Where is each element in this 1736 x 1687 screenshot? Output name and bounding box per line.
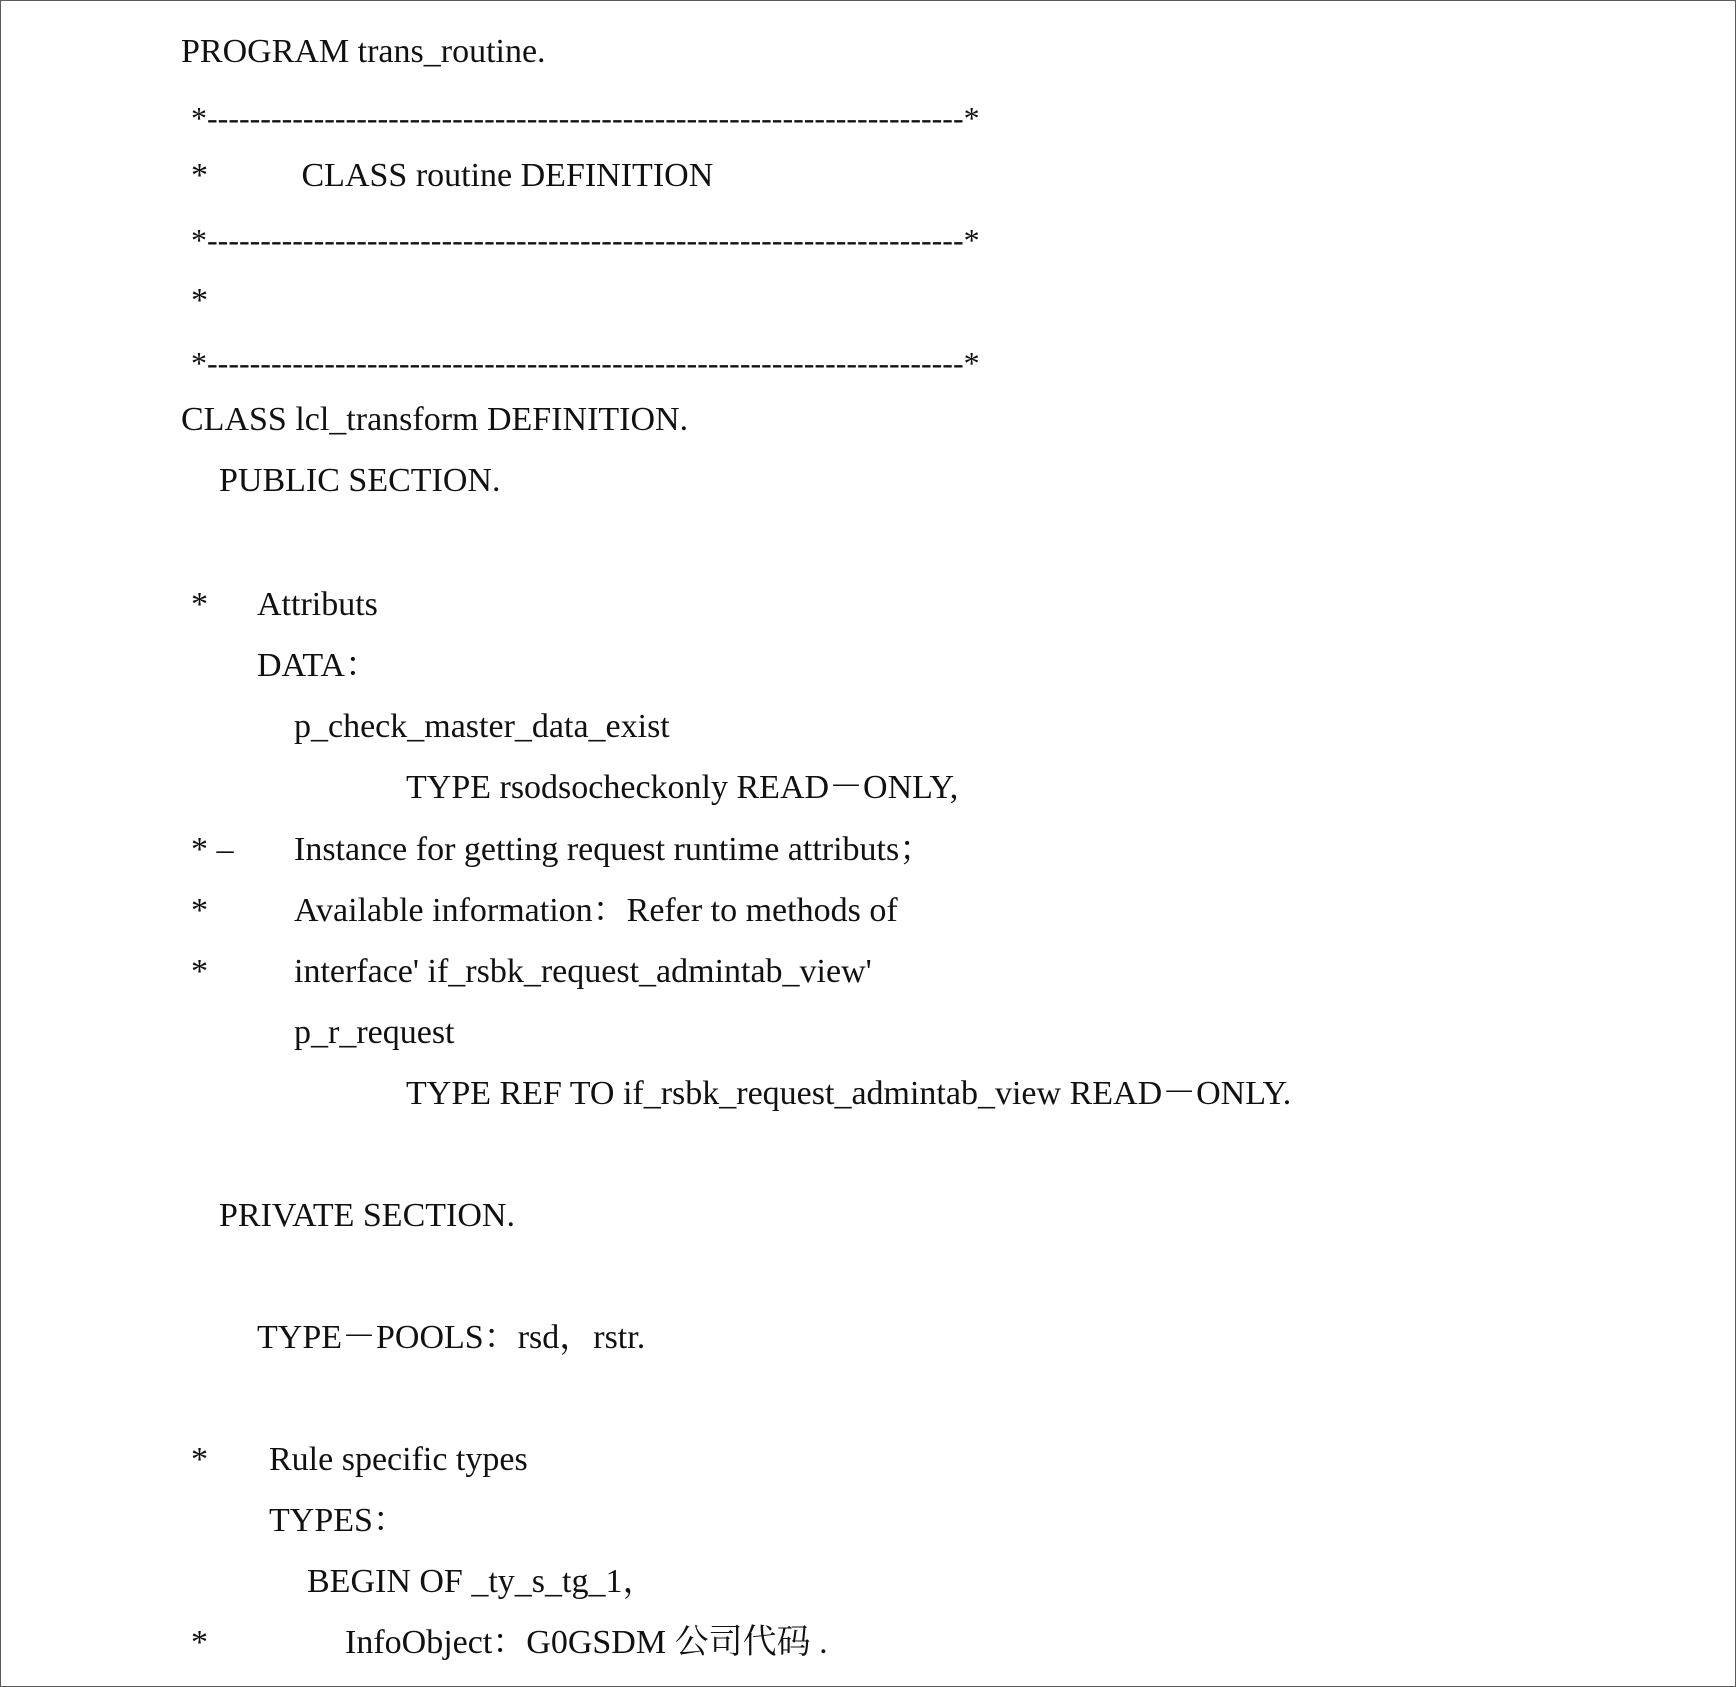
field-name-line: p_check_master_data_exist xyxy=(294,708,670,745)
comment-asterisk: * xyxy=(191,1624,208,1661)
types-keyword-line: TYPES： xyxy=(269,1502,407,1539)
comment-instance-text: Instance for getting request runtime attributs； xyxy=(294,831,934,868)
type-pools-line: TYPE－POOLS：rsd，rstr. xyxy=(257,1319,646,1356)
data-keyword-line: DATA： xyxy=(257,647,379,684)
comment-asterisk: * xyxy=(191,586,208,623)
comment-asterisk: * – xyxy=(191,831,234,868)
private-section-line: PRIVATE SECTION. xyxy=(219,1197,515,1234)
public-section-line: PUBLIC SECTION. xyxy=(219,462,501,499)
comment-class-heading: * CLASS routine DEFINITION xyxy=(191,157,714,194)
comment-rule-types: Rule specific types xyxy=(269,1441,528,1478)
comment-infoobject: InfoObject：G0GSDM 公司代码 . xyxy=(345,1624,828,1661)
begin-of-line: BEGIN OF _ty_s_tg_1， xyxy=(307,1563,657,1600)
comment-attributs: Attributs xyxy=(257,586,378,623)
program-line: PROGRAM trans_routine. xyxy=(181,33,546,70)
comment-divider: *-----------------------------------------------------------------------* xyxy=(191,222,980,258)
comment-asterisk: * xyxy=(191,1441,208,1478)
comment-interface-name: interface' if_rsbk_request_admintab_view' xyxy=(294,953,872,990)
comment-asterisk: * xyxy=(191,953,208,990)
field-name-line: p_r_request xyxy=(294,1014,455,1051)
type-declaration-line: TYPE rsodsocheckonly READ－ONLY, xyxy=(406,769,959,806)
comment-divider: *-----------------------------------------------------------------------* xyxy=(191,100,980,136)
class-definition-line: CLASS lcl_transform DEFINITION. xyxy=(181,401,689,438)
type-ref-declaration-line: TYPE REF TO if_rsbk_request_admintab_view READ－ONLY. xyxy=(406,1075,1292,1112)
comment-asterisk: * xyxy=(191,892,208,929)
comment-available-info: Available information：Refer to methods of xyxy=(294,892,898,929)
comment-divider: *-----------------------------------------------------------------------* xyxy=(191,345,980,381)
comment-asterisk: * xyxy=(191,282,208,319)
